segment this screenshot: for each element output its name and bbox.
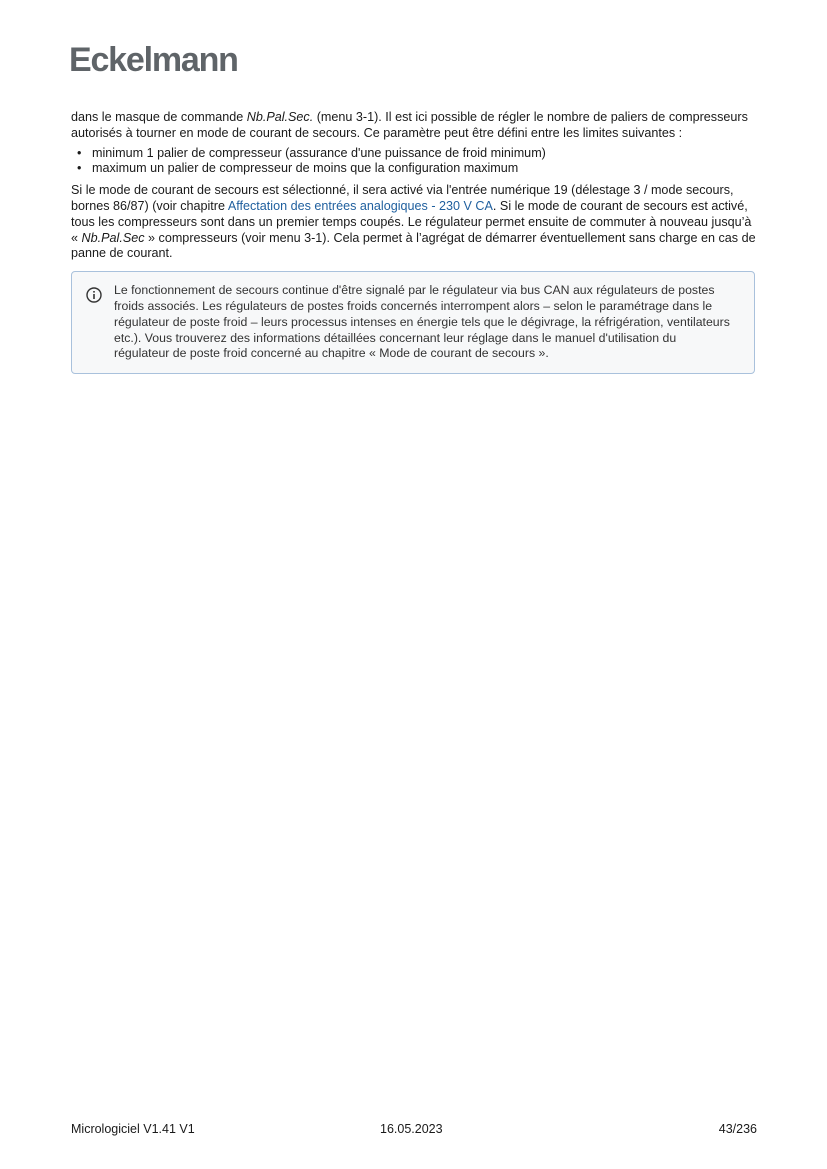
page-footer	[71, 1122, 757, 1140]
parameter-name: Nb.Pal.Sec	[81, 230, 145, 245]
company-logo: Eckelmann	[69, 41, 238, 79]
info-icon	[84, 285, 104, 305]
text-run: dans le masque de commande	[71, 110, 247, 124]
bullet-icon: •	[77, 161, 82, 176]
document-date: 16.05.2023	[380, 1122, 443, 1136]
list-item	[71, 146, 757, 162]
list-item	[71, 161, 757, 177]
limits-list	[71, 146, 757, 178]
text-run: » compresseurs (voir menu 3-1). Cela permet à l’agrégat de démarrer éventuellement sans charge en cas de panne de courant.	[71, 230, 756, 261]
info-text: Le fonctionnement de secours continue d'être signalé par le régulateur via bus CAN aux régulateurs de postes froids associés. Les régulateurs de postes froids concernés interrompent alors – selon le paramétrage dans le régulateur de poste froid – leurs processus intenses en énergie tels que le dégivrage, la réfrigération, ventilateurs etc.). Vous trouverez des informations détaillées concernant leur réglage dans le manuel d'utilisation du régulateur de poste froid concerné au chapitre « Mode de courant de secours ».	[114, 283, 730, 361]
text-run: . Si le mode de courant de secours est activé, tous les compresseurs sont dans un premier temps coupés. Le régulateur permet ensuite de commuter à nouveau jusqu’à «	[71, 198, 752, 245]
parameter-name: Nb.Pal.Sec.	[246, 110, 314, 124]
firmware-version: Micrologiciel V1.41 V1	[71, 1122, 195, 1136]
paragraph-activation	[71, 183, 757, 262]
main-content	[71, 110, 757, 374]
list-item-text: minimum 1 palier de compresseur (assurance d'une puissance de froid minimum)	[92, 145, 546, 160]
bullet-icon: •	[77, 145, 82, 160]
text-run: (menu 3-1). Il est ici possible de régler le nombre de paliers de compresseurs autorisés à tourner en mode de courant de secours. Ce paramètre peut être défini entre les limites suivantes :	[71, 110, 748, 140]
list-item-text: maximum un palier de compresseur de moins que la configuration maximum	[92, 161, 519, 176]
text-run: Si le mode de courant de secours est sélectionné, il sera activé via l'entrée numérique 19 (délestage 3 / mode secours, bornes 86/87) (voir chapitre	[71, 183, 734, 213]
chapter-link[interactable]: Affectation des entrées analogiques - 230 V CA	[227, 198, 493, 213]
info-box	[71, 271, 755, 374]
page-number: 43/236	[718, 1122, 757, 1136]
paragraph-intro	[71, 110, 757, 142]
